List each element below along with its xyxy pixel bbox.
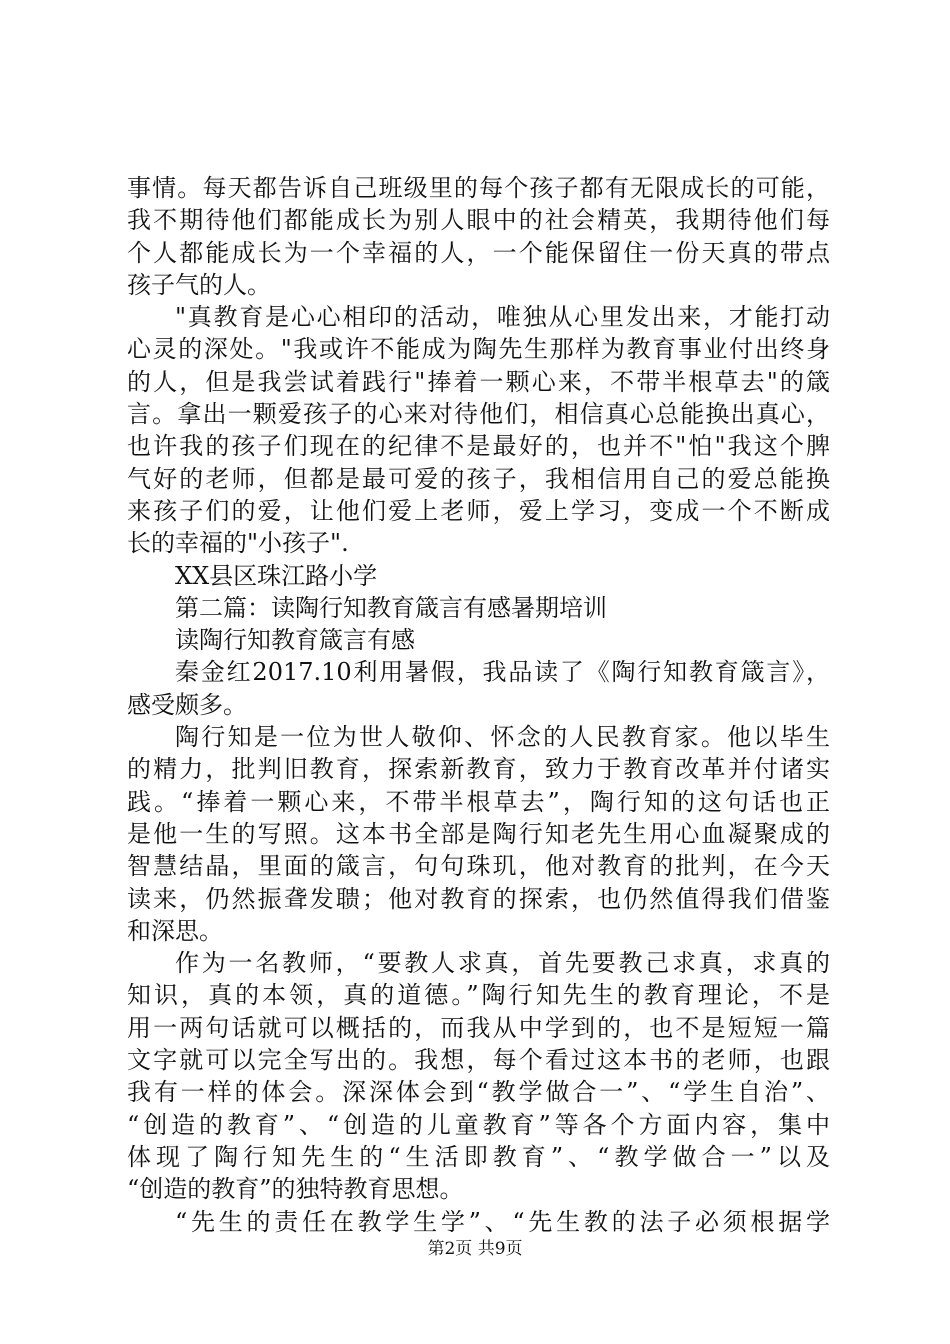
text-line: 个人都能成长为一个幸福的人，一个能保留住一份天真的带点 (127, 238, 830, 267)
text-line: 感受颇多。 (127, 690, 247, 719)
text-line: "真教育是心心相印的活动，唯独从心里发出来，才能打动 (175, 303, 830, 332)
text-line: 来孩子们的爱，让他们爱上老师，爱上学习，变成一个不断成 (127, 496, 830, 525)
page-footer: 第2页 共9页 (427, 1239, 523, 1259)
text-line: 事情。每天都告诉自己班级里的每个孩子都有无限成长的可能， (127, 174, 830, 202)
text-line: 我不期待他们都能成长为别人眼中的社会精英，我期待他们每 (127, 206, 830, 235)
body-text (127, 172, 830, 1238)
text-line: 读陶行知教育箴言有感 (175, 626, 415, 655)
text-line: 是他一生的写照。这本书全部是陶行知老先生用心血凝聚成的 (127, 819, 830, 848)
text-line: 文字就可以完全写出的。我想，每个看过这本书的老师，也跟 (127, 1046, 830, 1075)
text-line: 气好的老师，但都是最可爱的孩子，我相信用自己的爱总能换 (127, 464, 830, 493)
text-line: 我有一样的体会。深深体会到“教学做合一”、“学生自治”、 (127, 1078, 830, 1107)
text-line: 长的幸福的"小孩子". (127, 529, 349, 558)
text-line: 体现了陶行知先生的“生活即教育”、“教学做合一”以及 (127, 1142, 830, 1171)
text-line: 知识，真的本领，真的道德。”陶行知先生的教育理论，不是 (127, 981, 830, 1010)
text-line: XX县区珠江路小学 (175, 561, 378, 590)
text-line: 秦金红2017.10利用暑假，我品读了《陶行知教育箴言》， (175, 658, 830, 687)
text-line: 和深思。 (127, 916, 223, 945)
text-line: 用一两句话就可以概括的，而我从中学到的，也不是短短一篇 (127, 1013, 830, 1042)
text-line: 孩子气的人。 (127, 270, 271, 299)
text-line: 的精力，批判旧教育，探索新教育，致力于教育改革并付诸实 (127, 755, 830, 784)
text-line: 陶行知是一位为世人敬仰、怀念的人民教育家。他以毕生 (175, 723, 830, 752)
text-line: 作为一名教师，“要教人求真，首先要教己求真，求真的 (175, 949, 830, 978)
text-line: 的人，但是我尝试着践行"捧着一颗心来，不带半根草去"的箴 (127, 367, 830, 396)
text-line: “创造的教育”、“创造的儿童教育”等各个方面内容，集中 (127, 1110, 830, 1139)
text-line: 心灵的深处。"我或许不能成为陶先生那样为教育事业付出终身 (127, 335, 830, 364)
text-line: “创造的教育”的独特教育思想。 (127, 1175, 464, 1204)
text-line: 也许我的孩子们现在的纪律不是最好的，也并不"怕"我这个脾 (127, 432, 830, 461)
text-line: 言。拿出一颗爱孩子的心来对待他们，相信真心总能换出真心， (127, 400, 830, 429)
text-line: 第二篇：读陶行知教育箴言有感暑期培训 (175, 593, 607, 622)
text-line: 智慧结晶，里面的箴言，句句珠玑，他对教育的批判，在今天 (127, 852, 830, 881)
text-line: “先生的责任在教学生学”、“先生教的法子必须根据学 (175, 1207, 830, 1236)
text-line: 读来，仍然振聋发聩；他对教育的探索，也仍然值得我们借鉴 (127, 884, 830, 913)
text-line: 践。“捧着一颗心来，不带半根草去”，陶行知的这句话也正 (127, 787, 830, 816)
